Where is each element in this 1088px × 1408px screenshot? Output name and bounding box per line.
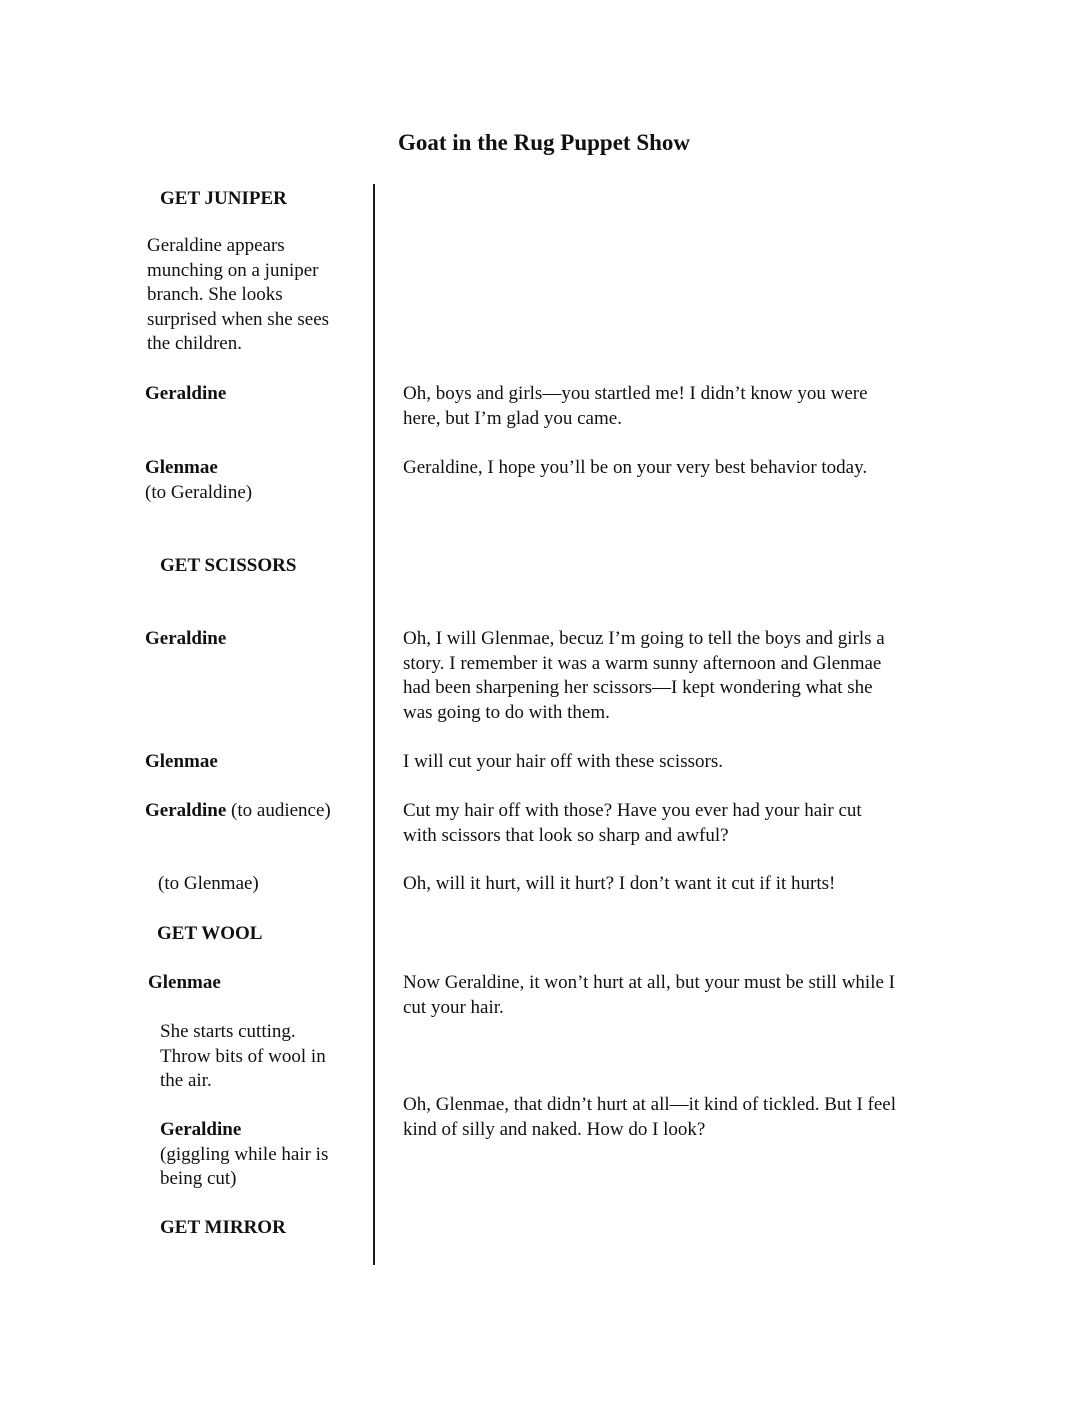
speaker-note: being cut) xyxy=(160,1168,237,1189)
speaker-name: Geraldine xyxy=(145,800,227,821)
speaker-note: (giggling while hair is xyxy=(160,1143,329,1165)
speaker-name: Glenmae xyxy=(145,457,218,478)
stage-direction-line: Throw bits of wool in xyxy=(160,1045,326,1067)
dialogue-line: Oh, I will Glenmae, becuz I’m going to tell the boys and girls a xyxy=(403,628,885,649)
cue-get-mirror: GET MIRROR xyxy=(160,1217,286,1238)
dialogue-line: Oh, will it hurt, will it hurt? I don’t want it cut if it hurts! xyxy=(403,873,836,894)
stage-direction-line: Geraldine appears xyxy=(147,235,285,256)
stage-direction-line: She starts cutting. xyxy=(160,1021,296,1042)
dialogue-line: had been sharpening her scissors—I kept wondering what she xyxy=(403,677,873,698)
stage-direction-line: branch. She looks xyxy=(147,284,283,305)
speaker-name: Glenmae xyxy=(145,751,218,772)
speaker-name: Geraldine xyxy=(160,1119,242,1140)
speaker-note: (to Geraldine) xyxy=(145,481,253,503)
dialogue-line: Now Geraldine, it won’t hurt at all, but your must be still while I xyxy=(403,972,895,993)
speaker-note: (to audience) xyxy=(226,800,331,821)
speaker-note: (to Glenmae) xyxy=(158,873,259,894)
dialogue-line: cut your hair. xyxy=(403,996,504,1018)
dialogue-line: with scissors that look so sharp and awful? xyxy=(403,824,729,846)
cue-get-wool: GET WOOL xyxy=(157,923,263,944)
dialogue-line: Oh, boys and girls—you startled me! I didn’t know you were xyxy=(403,383,868,404)
dialogue-line: story. I remember it was a warm sunny afternoon and Glenmae xyxy=(403,652,882,674)
page-title: Goat in the Rug Puppet Show xyxy=(397,130,691,155)
dialogue-line: Oh, Glenmae, that didn’t hurt at all—it kind of tickled. But I feel xyxy=(403,1094,897,1115)
speaker-name: Glenmae xyxy=(148,972,221,993)
cue-get-scissors: GET SCISSORS xyxy=(160,555,297,576)
cue-get-juniper: GET JUNIPER xyxy=(160,188,287,209)
dialogue-line: was going to do with them. xyxy=(403,701,610,723)
speaker-name: Geraldine xyxy=(145,383,227,404)
stage-direction-line: the air. xyxy=(160,1070,212,1091)
column-divider xyxy=(373,184,375,1265)
dialogue-line: Geraldine, I hope you’ll be on your very best behavior today. xyxy=(403,457,868,478)
stage-direction-line: the children. xyxy=(147,333,242,354)
dialogue-line: kind of silly and naked. How do I look? xyxy=(403,1118,706,1140)
dialogue-line: I will cut your hair off with these scissors. xyxy=(403,751,723,772)
dialogue-line: Cut my hair off with those? Have you ever had your hair cut xyxy=(403,800,862,821)
stage-direction-line: surprised when she sees xyxy=(147,308,330,330)
speaker-with-note xyxy=(145,799,331,824)
stage-direction-line: munching on a juniper xyxy=(147,259,319,281)
dialogue-line: here, but I’m glad you came. xyxy=(403,407,622,429)
speaker-name: Geraldine xyxy=(145,628,227,649)
